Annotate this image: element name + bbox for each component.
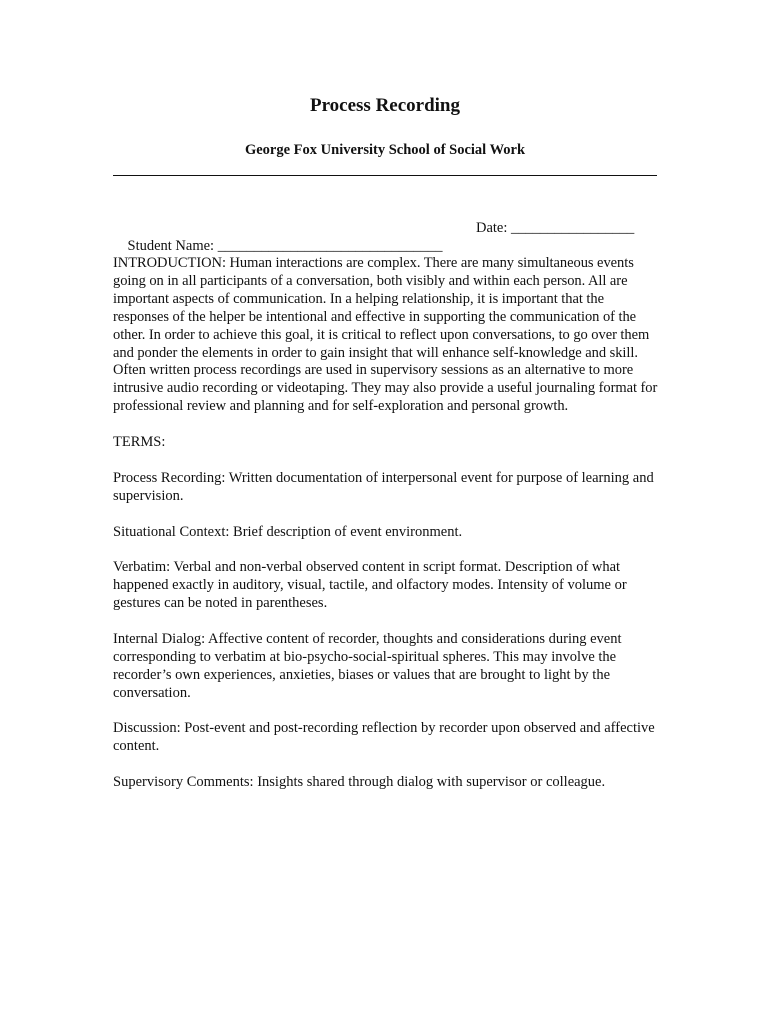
term-process-recording: Process Recording: Written documentation of interpersonal event for purpose of learning and supervision. — [113, 469, 654, 504]
term-situational-context: Situational Context: Brief description of event environment. — [113, 523, 463, 540]
student-name-field[interactable]: Student Name: _______________________________ — [127, 238, 443, 254]
document-subtitle: George Fox University School of Social Work — [244, 142, 526, 158]
term-supervisory-comments: Supervisory Comments: Insights shared through dialog with supervisor or colleague. — [113, 774, 606, 791]
header-divider — [113, 175, 657, 176]
term-discussion: Discussion: Post-event and post-recording reflection by recorder upon observed and affective content. — [113, 720, 655, 755]
document-body — [113, 255, 661, 810]
date-field[interactable]: Date: _________________ — [476, 220, 635, 236]
term-verbatim: Verbatim: Verbal and non-verbal observed content in script format. Description of what happened exactly in auditory, visual, tactile, and olfactory modes. Intensity of volume or gestures can be noted in parentheses. — [113, 559, 627, 612]
document-title: Process Recording — [309, 95, 461, 116]
term-internal-dialog: Internal Dialog: Affective content of recorder, thoughts and considerations during event corresponding to verbatim at bio-psycho-social-spiritual spheres. This may involve the recorder’s own experiences, anxieties, biases or values that are brought to light by the conversation. — [113, 630, 622, 701]
terms-heading: TERMS: — [113, 434, 166, 451]
introduction-paragraph: INTRODUCTION: Human interactions are complex. There are many simultaneous events going on in all participants of a conversation, both visibly and within each person. All are important aspects of communication. In a helping relationship, it is important that the responses of the helper be intentional and effective in supporting the communication of the other. In order to achieve this goal, it is critical to reflect upon conversations, to go over them and ponder the elements in order to gain insight that will enhance self-knowledge and skill. Often written process recordings are used in supervisory sessions as an alternative to more intrusive audio recording or videotaping. They may also provide a useful journaling format for professional review and planning and for self-exploration and personal growth. — [113, 255, 658, 415]
